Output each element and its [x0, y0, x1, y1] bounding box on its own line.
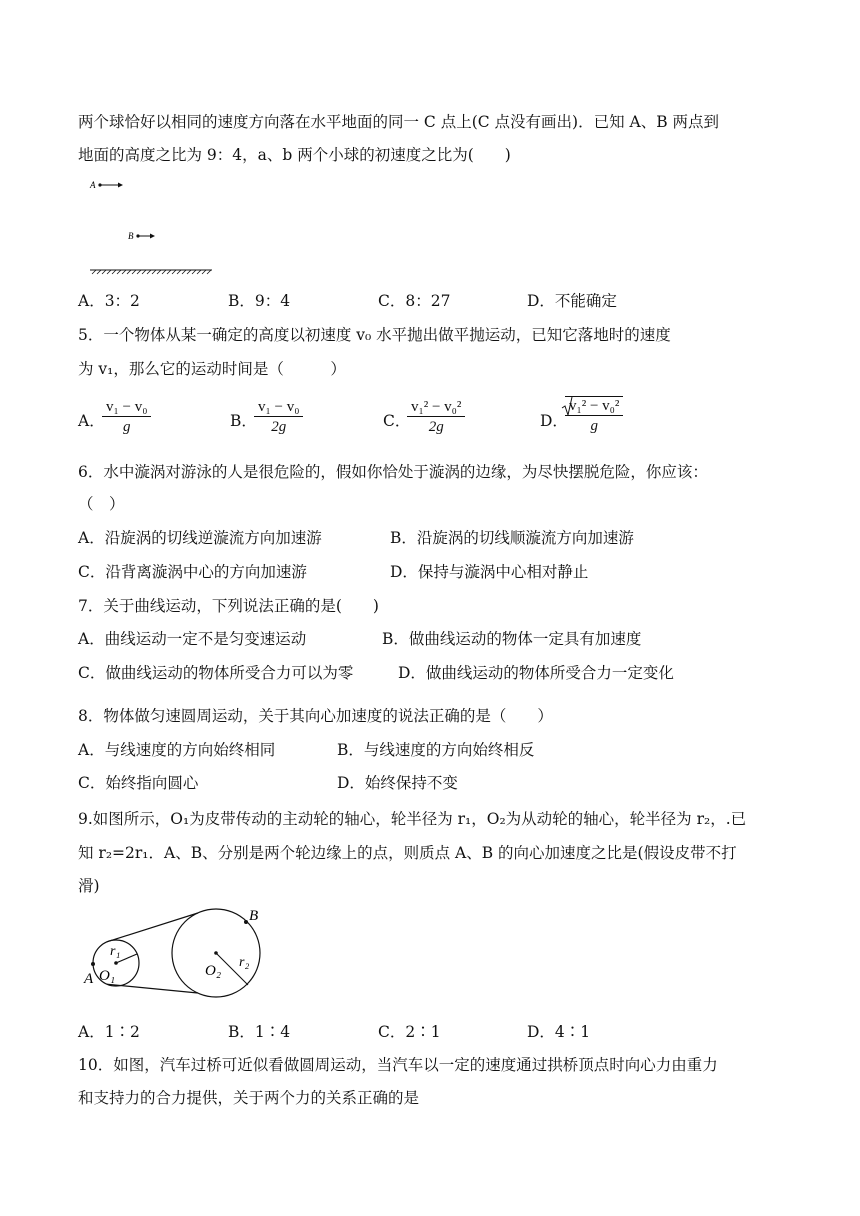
q5-option-d-denominator: g	[590, 418, 598, 434]
q4-line-2: 地面的高度之比为 9：4，a、b 两个小球的初速度之比为( )	[78, 146, 511, 164]
q9-belt-pulley-figure	[82, 902, 282, 1004]
q7-line-1: 7．关于曲线运动，下列说法正确的是( )	[78, 597, 379, 615]
q7-option-d: D．做曲线运动的物体所受合力一定变化	[398, 664, 674, 682]
q5-option-d-fraction	[565, 396, 623, 436]
q9-fig-label-r1: r₁	[110, 944, 121, 959]
q9-fig-label-a: A	[84, 971, 94, 987]
q4-projectile-figure	[86, 176, 218, 276]
q4-option-c: C．8：27	[378, 292, 451, 310]
q9-fig-label-o2: O₂	[205, 963, 222, 979]
q6-option-b: B．沿旋涡的切线顺漩流方向加速游	[390, 529, 634, 547]
q5-option-c-letter: C．	[383, 412, 411, 430]
q4-option-a: A．3：2	[78, 292, 140, 310]
q5-option-d-letter: D．	[540, 412, 568, 430]
q9-line-3: 滑)	[78, 877, 100, 895]
q9-option-c: C．2∶1	[378, 1023, 441, 1041]
q5-option-a-denominator: g	[122, 419, 131, 435]
q5-option-a-letter: A．	[78, 412, 105, 430]
q9-fig-label-r2: r₂	[239, 955, 250, 970]
q9-option-a: A．1∶2	[78, 1023, 140, 1041]
q8-option-c: C．始终指向圆心	[78, 774, 199, 792]
q5-option-b-fraction	[254, 398, 303, 437]
q8-line-1: 8．物体做匀速圆周运动，关于其向心加速度的说法正确的是（ ）	[78, 707, 553, 725]
q5-option-b-numerator: v₁ − v₀	[254, 398, 303, 417]
q9-fig-label-o1: O₁	[99, 968, 116, 984]
q5-option-b-letter: B．	[230, 412, 257, 430]
q7-option-b: B．做曲线运动的物体一定具有加速度	[382, 630, 642, 648]
q10-line-2: 和支持力的合力提供，关于两个力的关系正确的是	[78, 1089, 420, 1107]
q4-fig-label-a: A	[90, 180, 96, 190]
q4-option-b: B．9：4	[228, 292, 291, 310]
q6-option-d: D．保持与漩涡中心相对静止	[390, 563, 589, 581]
q10-line-1: 10．如图，汽车过桥可近似看做圆周运动，当汽车以一定的速度通过拱桥顶点时向心力由重力	[78, 1056, 718, 1074]
q8-option-b: B．与线速度的方向始终相反	[337, 741, 535, 759]
q8-option-d: D．始终保持不变	[337, 774, 458, 792]
q5-option-c-numerator: v₁² − v₀²	[407, 398, 465, 417]
q6-option-a: A．沿旋涡的切线逆漩流方向加速游	[78, 529, 322, 547]
q6-line-2: （ ）	[78, 495, 125, 513]
q4-fig-label-b: B	[128, 231, 134, 241]
q5-option-c-denominator: 2g	[428, 419, 444, 435]
q9-fig-label-b: B	[249, 908, 259, 924]
q4-line-1: 两个球恰好以相同的速度方向落在水平地面的同一 C 点上(C 点没有画出)．已知 A、B 两点到	[78, 113, 720, 131]
q9-line-2: 知 r₂=2r₁．A、B、分别是两个轮边缘上的点，则质点 A、B 的向心加速度之比是(假设皮带不打	[78, 844, 737, 862]
q6-line-1: 6．水中漩涡对游泳的人是很危险的，假如你恰处于漩涡的边缘，为尽快摆脱危险，你应该：	[78, 463, 708, 481]
q9-option-d: D．4∶1	[527, 1023, 591, 1041]
q5-option-d-numerator: v₁² − v₀²	[565, 396, 623, 416]
q5-option-c-fraction	[407, 398, 465, 437]
q5-option-b-denominator: 2g	[271, 419, 287, 435]
q5-line-1: 5．一个物体从某一确定的高度以初速度 v₀ 水平抛出做平抛运动，已知它落地时的速度	[78, 326, 671, 344]
q4-option-d: D．不能确定	[527, 292, 617, 310]
q6-option-c: C．沿背离漩涡中心的方向加速游	[78, 563, 307, 581]
q9-option-b: B．1∶4	[228, 1023, 291, 1041]
q8-option-a: A．与线速度的方向始终相同	[78, 741, 276, 759]
q5-option-a-fraction	[102, 398, 151, 437]
q5-option-a-numerator: v₁ − v₀	[102, 398, 151, 417]
q7-option-c: C．做曲线运动的物体所受合力可以为零	[78, 664, 354, 682]
sqrt-sign-icon	[561, 396, 573, 416]
q9-line-1: 9.如图所示，O₁为皮带传动的主动轮的轴心，轮半径为 r₁，O₂为从动轮的轴心，轮半径为 r₂，.已	[78, 810, 747, 828]
q5-line-2: 为 v₁，那么它的运动时间是（ ）	[78, 360, 346, 378]
q7-option-a: A．曲线运动一定不是匀变速运动	[78, 630, 307, 648]
